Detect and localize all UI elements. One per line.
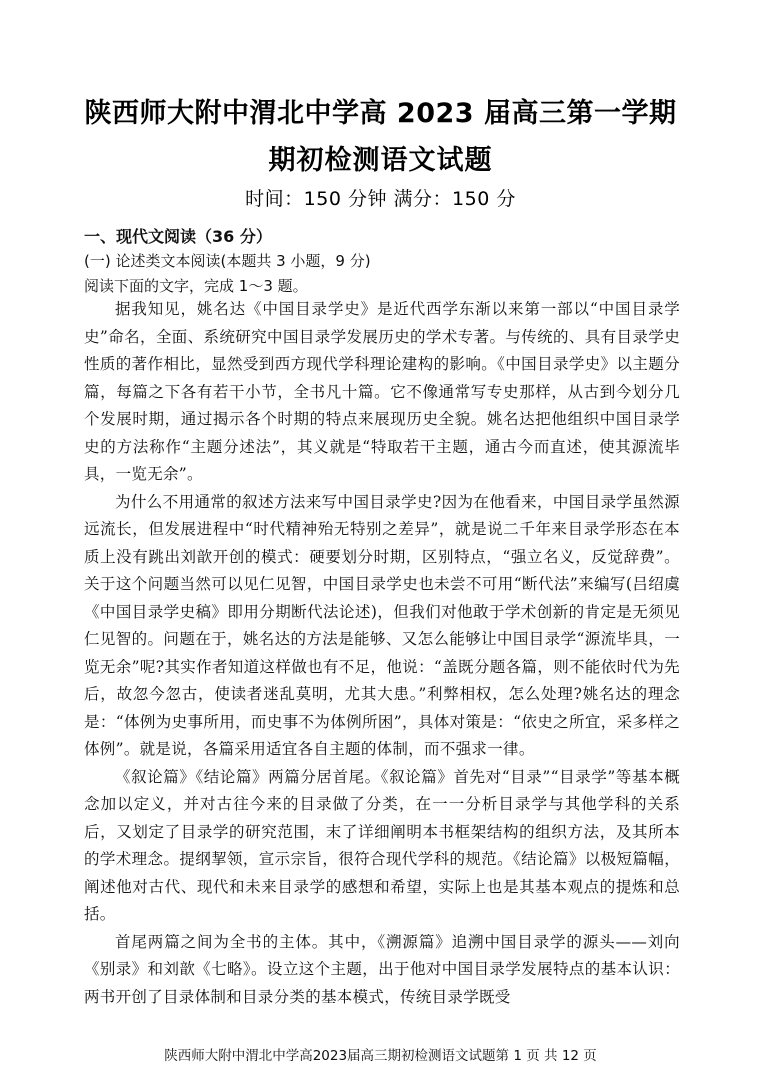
passage-paragraph-1: 据我知见，姚名达《中国目录学史》是近代西学东渐以来第一部以“中国目录学史”命名，全面、系统研究中国目录学发展历史的学术专著。与传统的、具有目录学史性质的著作相比，显然受到西方现代学科理论建构的影响。《中国目录学史》以主题分篇，每篇之下各有若干小节，全书凡十篇。它不像通常写专史那样，从古到今划分几个发展时期，通过揭示各个时期的特点来展现历史全貌。姚名达把他组织中国目录学史的方法称作“主题分述法”，其义就是“特取若干主题，通古今而直述，使其源流毕具，一览无余”。 bbox=[84, 300, 680, 483]
passage-paragraph-2: 为什么不用通常的叙述方法来写中国目录学史?因为在他看来，中国目录学虽然源远流长，但发展进程中“时代精神殆无特别之差异”，就是说二千年来目录学形态在本质上没有跳出刘歆开创的模式：硬要划分时期，区别特点，“强立名义，反觉辞费”。关于这个问题当然可以见仁见智，中国目录学史也未尝不可用“断代法”来编写(吕绍虞《中国目录学史稿》即用分期断代法论述)，但我们对他敢于学术创新的肯定是无须见仁见智的。问题在于，姚名达的方法是能够、又怎么能够让中国目录学“源流毕具，一览无余”呢?其实作者知道这样做也有不足，他说：“盖既分题各篇，则不能依时代为先后，故忽今忽古，使读者迷乱莫明，尤其大患。”利弊相权，怎么处理?姚名达的理念是：“体例为史事所用，而史事不为体例所困”，具体对策是：“依史之所宜，采多样之体例”。就是说，各篇采用适宜各自主题的体制，而不强求一律。 bbox=[84, 492, 680, 758]
section-heading: 一、现代文阅读（36 分） bbox=[84, 227, 272, 246]
section-subheading: (一) 论述类文本阅读(本题共 3 小题，9 分) bbox=[84, 252, 371, 270]
passage-paragraph-3: 《叙论篇》《结论篇》两篇分居首尾。《叙论篇》首先对“目录”“目录学”等基本概念加以定义，并对古往今来的目录做了分类，在一一分析目录学与其他学科的关系后，又划定了目录学的研究范围，末了详细阐明本书框架结构的组织方法，及其所本的学术理念。提纲挈领，宣示宗旨，很符合现代学科的规范。《结论篇》以极短篇幅，阐述他对古代、现代和未来目录学的感想和希望，实际上也是其基本观点的提炼和总括。 bbox=[84, 767, 680, 923]
exam-title-line-1: 陕西师大附中渭北中学高 2023 届高三第一学期 bbox=[84, 98, 677, 129]
reading-instruction: 阅读下面的文字，完成 1～3 题。 bbox=[84, 277, 308, 295]
page-footer: 陕西师大附中渭北中学高2023届高三期初检测语文试题第 1 页 共 12 页 bbox=[164, 1048, 597, 1064]
passage-paragraph-4: 首尾两篇之间为全书的主体。其中，《溯源篇》追溯中国目录学的源头——刘向《别录》和刘歆《七略》。设立这个主题，出于他对中国目录学发展特点的基本认识：两书开创了目录体制和目录分类的基本模式，传统目录学既受 bbox=[84, 932, 680, 1006]
exam-time-and-score: 时间：150 分钟 满分：150 分 bbox=[245, 188, 516, 210]
exam-title-line-2: 期初检测语文试题 bbox=[268, 145, 493, 176]
reading-passage bbox=[84, 296, 680, 1011]
